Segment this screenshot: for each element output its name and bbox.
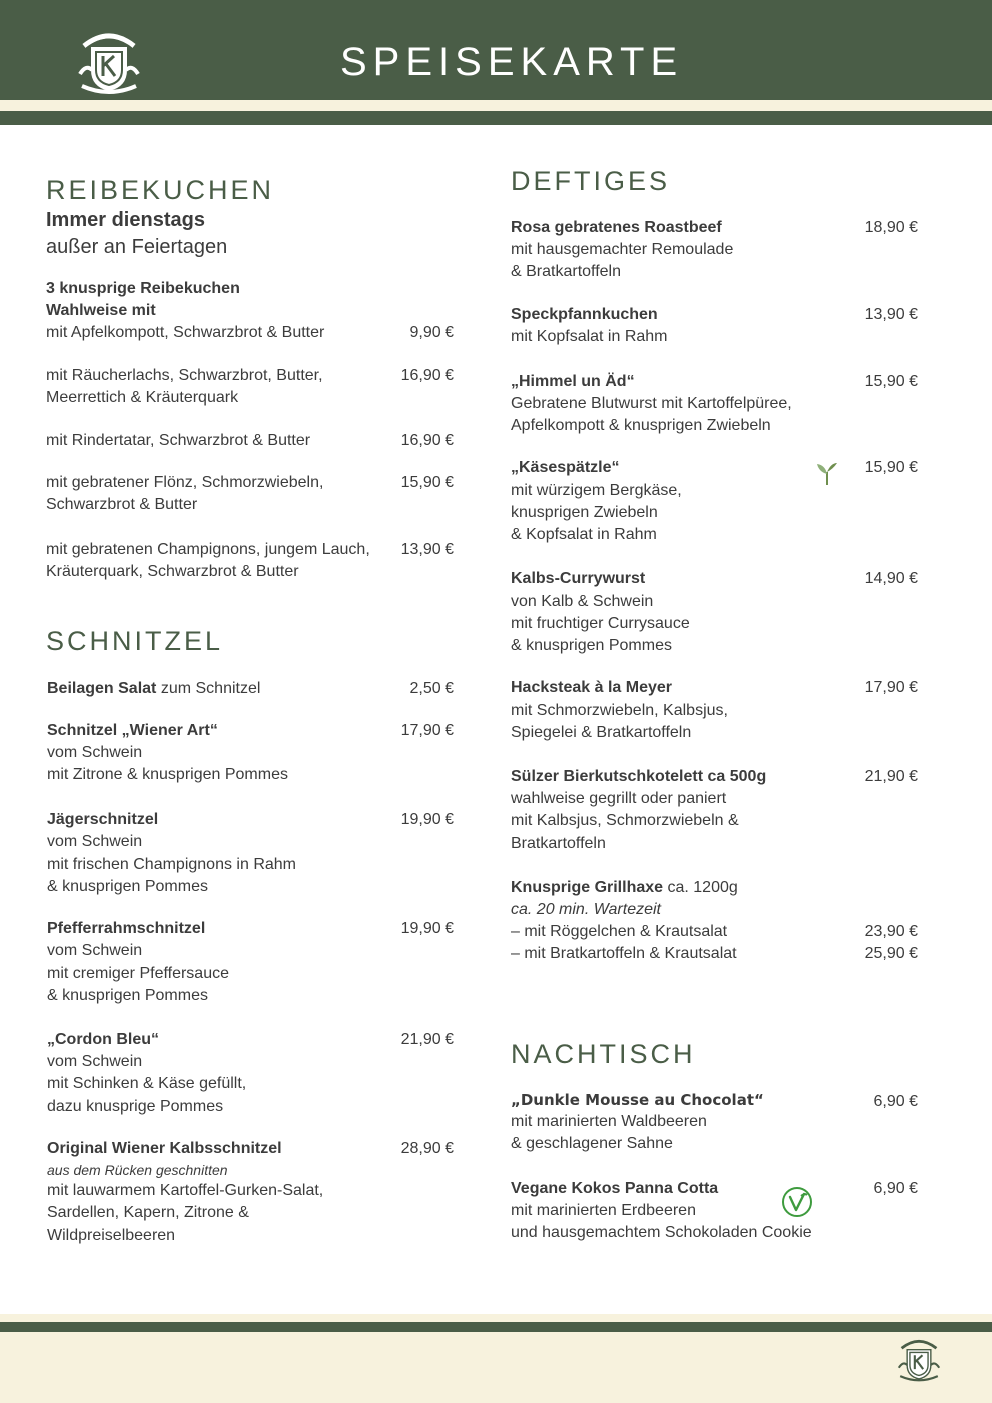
- deftiges-item-7-name: Sülzer Bierkutschkotelett ca 500g: [511, 768, 767, 785]
- schnitzel-item-4-line: vom Schwein: [47, 1053, 143, 1070]
- grillhaxe-name: Knusprige Grillhaxe: [511, 879, 664, 896]
- deftiges-item-4-line: mit würzigem Bergkäse,: [511, 482, 682, 499]
- grillhaxe-note: ca. 20 min. Wartezeit: [511, 901, 661, 918]
- nachtisch-item-2-line: und hausgemachtem Schokoladen Cookie: [511, 1224, 812, 1241]
- section-title-nachtisch: NACHTISCH: [511, 1039, 696, 1069]
- deftiges-item-3-price: 15,90 €: [864, 373, 918, 390]
- deftiges-item-2-price: 13,90 €: [864, 306, 918, 323]
- reibekuchen-item-4-line2: Schwarzbrot & Butter: [46, 496, 198, 513]
- beilagen-name: Beilagen Salat: [47, 680, 157, 697]
- deftiges-item-1-line: & Bratkartoffeln: [511, 263, 621, 280]
- wiener-price: 28,90 €: [400, 1140, 454, 1157]
- deftiges-item-7-price: 21,90 €: [864, 768, 918, 785]
- footer-stripe: [0, 1322, 992, 1332]
- deftiges-item-3-line: Gebratene Blutwurst mit Kartoffelpüree,: [511, 395, 792, 412]
- schnitzel-item-2-price: 19,90 €: [400, 811, 454, 828]
- wiener-name: Original Wiener Kalbsschnitzel: [47, 1140, 282, 1157]
- footer-cream-band: [0, 1314, 992, 1322]
- schnitzel-item-3-line: mit cremiger Pfeffersauce: [47, 965, 229, 982]
- crest-logo-icon: [896, 1332, 942, 1384]
- grillhaxe-title: [511, 877, 738, 899]
- wiener-line: Sardellen, Kapern, Zitrone &: [47, 1204, 249, 1221]
- grillhaxe-option-2: – mit Bratkartoffeln & Krautsalat: [511, 945, 737, 962]
- reibekuchen-item-3: mit Rindertatar, Schwarzbrot & Butter: [46, 432, 311, 449]
- reibekuchen-intro: 3 knusprige Reibekuchen: [46, 280, 240, 297]
- header-stripe: [0, 111, 992, 125]
- wiener-line: mit lauwarmem Kartoffel-Gurken-Salat,: [47, 1182, 324, 1199]
- vegan-leaf-icon: [781, 1186, 813, 1218]
- section-title-deftiges: DEFTIGES: [511, 166, 671, 196]
- reibekuchen-item-1: mit Apfelkompott, Schwarzbrot & Butter: [46, 324, 325, 341]
- beilagen-rest: zum Schnitzel: [156, 680, 261, 697]
- crest-logo-icon: [76, 24, 142, 96]
- schnitzel-item-3-line: vom Schwein: [47, 942, 143, 959]
- schnitzel-item-4-price: 21,90 €: [400, 1031, 454, 1048]
- deftiges-item-6-price: 17,90 €: [864, 679, 918, 696]
- reibekuchen-price-5: 13,90 €: [400, 541, 454, 558]
- deftiges-item-5-line: von Kalb & Schwein: [511, 593, 654, 610]
- deftiges-item-7-line: Bratkartoffeln: [511, 835, 606, 852]
- schnitzel-item-2-name: Jägerschnitzel: [47, 811, 159, 828]
- nachtisch-item-2-line: mit marinierten Erdbeeren: [511, 1202, 696, 1219]
- nachtisch-item-1-line: & geschlagener Sahne: [511, 1135, 673, 1152]
- grillhaxe-size: ca. 1200g: [663, 879, 738, 896]
- schnitzel-item-3-name: Pfefferrahmschnitzel: [47, 920, 206, 937]
- deftiges-item-6-line: mit Schmorzwiebeln, Kalbsjus,: [511, 702, 728, 719]
- nachtisch-item-1-price: 6,90 €: [873, 1093, 918, 1110]
- reibekuchen-item-5: mit gebratenen Champignons, jungem Lauch,: [46, 541, 370, 558]
- schnitzel-item-3-line: & knusprigen Pommes: [47, 987, 208, 1004]
- schnitzel-item-4-line: dazu knusprige Pommes: [47, 1098, 224, 1115]
- deftiges-item-5-line: mit fruchtiger Currysauce: [511, 615, 690, 632]
- schnitzel-beilagen: [47, 678, 260, 700]
- deftiges-item-5-name: Kalbs-Currywurst: [511, 570, 646, 587]
- vegetarian-sprout-icon: [814, 460, 840, 488]
- page-title: SPEISEKARTE: [340, 40, 684, 84]
- reibekuchen-price-3: 16,90 €: [400, 432, 454, 449]
- deftiges-item-6-line: Spiegelei & Bratkartoffeln: [511, 724, 692, 741]
- reibekuchen-intro-2: Wahlweise mit: [46, 302, 156, 319]
- deftiges-item-5-line: & knusprigen Pommes: [511, 637, 672, 654]
- schnitzel-item-4-line: mit Schinken & Käse gefüllt,: [47, 1075, 247, 1092]
- deftiges-item-3-line: Apfelkompott & knusprigen Zwiebeln: [511, 417, 771, 434]
- reibekuchen-item-2: mit Räucherlachs, Schwarzbrot, Butter,: [46, 367, 323, 384]
- grillhaxe-price-2: 25,90 €: [864, 945, 918, 962]
- deftiges-item-2-line: mit Kopfsalat in Rahm: [511, 328, 668, 345]
- reibekuchen-item-5-line2: Kräuterquark, Schwarzbrot & Butter: [46, 563, 299, 580]
- nachtisch-item-1-line: mit marinierten Waldbeeren: [511, 1113, 707, 1130]
- deftiges-item-4-price: 15,90 €: [864, 459, 918, 476]
- deftiges-item-1-line: mit hausgemachter Remoulade: [511, 241, 734, 258]
- header-cream-band: [0, 100, 992, 111]
- deftiges-item-7-line: mit Kalbsjus, Schmorzwiebeln &: [511, 812, 739, 829]
- deftiges-item-1-name: Rosa gebratenes Roastbeef: [511, 219, 722, 236]
- deftiges-item-4-name: „Käsespätzle“: [511, 459, 620, 476]
- schnitzel-item-1-line: mit Zitrone & knusprigen Pommes: [47, 766, 288, 783]
- schnitzel-item-4-name: „Cordon Bleu“: [47, 1031, 159, 1048]
- deftiges-item-1-price: 18,90 €: [864, 219, 918, 236]
- footer-area: [0, 1332, 992, 1403]
- section-title-reibekuchen: REIBEKUCHEN: [46, 175, 275, 205]
- schnitzel-item-1-line: vom Schwein: [47, 744, 143, 761]
- schnitzel-item-3-price: 19,90 €: [400, 920, 454, 937]
- schnitzel-item-2-line: vom Schwein: [47, 833, 143, 850]
- section-title-schnitzel: SCHNITZEL: [46, 626, 224, 656]
- nachtisch-item-2-price: 6,90 €: [873, 1180, 918, 1197]
- deftiges-item-5-price: 14,90 €: [864, 570, 918, 587]
- schnitzel-item-1-name: Schnitzel „Wiener Art“: [47, 722, 218, 739]
- schnitzel-item-1-price: 17,90 €: [400, 722, 454, 739]
- reibekuchen-subtitle: außer an Feiertagen: [46, 236, 228, 258]
- schnitzel-item-2-line: mit frischen Champignons in Rahm: [47, 856, 296, 873]
- reibekuchen-price-4: 15,90 €: [400, 474, 454, 491]
- deftiges-item-3-name: „Himmel un Äd“: [511, 373, 635, 390]
- grillhaxe-option-1: – mit Röggelchen & Krautsalat: [511, 923, 728, 940]
- schnitzel-item-2-line: & knusprigen Pommes: [47, 878, 208, 895]
- deftiges-item-4-line: & Kopfsalat in Rahm: [511, 526, 657, 543]
- reibekuchen-price-2: 16,90 €: [400, 367, 454, 384]
- beilagen-price: 2,50 €: [409, 680, 454, 697]
- reibekuchen-subtitle-bold: Immer dienstags: [46, 209, 205, 231]
- reibekuchen-item-2-line2: Meerrettich & Kräuterquark: [46, 389, 239, 406]
- grillhaxe-price-1: 23,90 €: [864, 923, 918, 940]
- wiener-line: Wildpreiselbeeren: [47, 1227, 176, 1244]
- deftiges-item-7-line: wahlweise gegrillt oder paniert: [511, 790, 727, 807]
- reibekuchen-price-1: 9,90 €: [409, 324, 454, 341]
- deftiges-item-6-name: Hacksteak à la Meyer: [511, 679, 672, 696]
- nachtisch-item-2-name: Vegane Kokos Panna Cotta: [511, 1180, 719, 1197]
- deftiges-item-2-name: Speckpfannkuchen: [511, 306, 658, 323]
- wiener-note: aus dem Rücken geschnitten: [47, 1162, 228, 1178]
- deftiges-item-4-line: knusprigen Zwiebeln: [511, 504, 658, 521]
- nachtisch-item-1-name: „Dunkle Mousse au Chocolat“: [511, 1091, 764, 1109]
- reibekuchen-item-4: mit gebratener Flönz, Schmorzwiebeln,: [46, 474, 324, 491]
